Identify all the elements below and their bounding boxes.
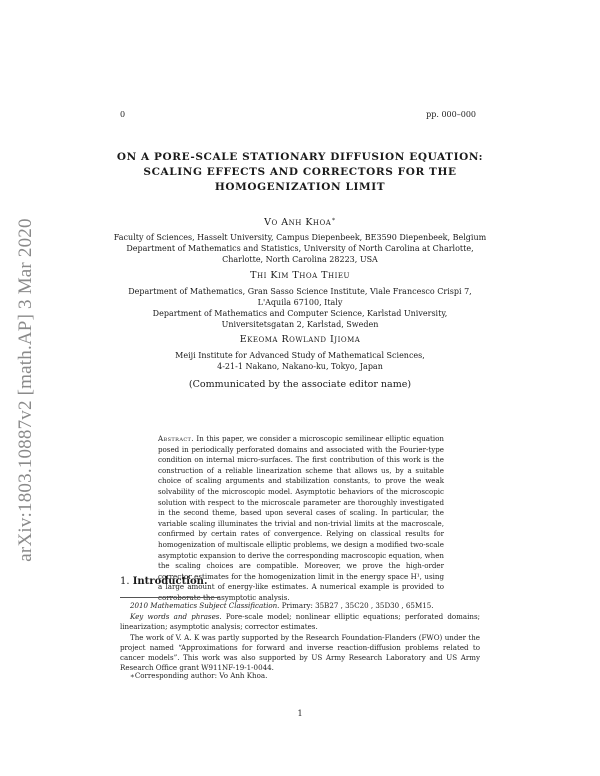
abstract-label: Abstract. — [158, 434, 194, 443]
keywords-label: Key words and phrases. — [130, 612, 222, 621]
aff-line: Faculty of Sciences, Hasselt University, Campus Diepenbeek, BE3590 Diepenbeek, Belgium — [113, 233, 487, 242]
keywords-text: Pore-scale model; nonlinear elliptic equations; perforated domains; linearization; asymptotic analysis; corrector estimates. — [120, 612, 480, 631]
aff-line: Meiji Institute for Advanced Study of Mathematical Sciences, — [175, 351, 425, 360]
author-2-name: Thi Kim Thoa Thieu — [250, 270, 350, 281]
footnote-corresponding: ∗Corresponding author: Vo Anh Khoa. — [130, 671, 268, 680]
msc-text: Primary: 35B27 , 35C20 , 35D30 , 65M15. — [281, 601, 434, 610]
aff-line: Department of Mathematics and Statistics, University of North Carolina at Charlotte, — [126, 244, 474, 253]
footnote-rule — [120, 597, 220, 598]
author-3-name: Ekeoma Rowland Ijioma — [239, 334, 361, 345]
title-line-1: ON A PORE-SCALE STATIONARY DIFFUSION EQUATION: — [116, 151, 484, 163]
paper-title — [0, 150, 600, 195]
title-line-3: HOMOGENIZATION LIMIT — [214, 181, 386, 193]
header-left-number: 0 — [120, 110, 126, 119]
corresponding-marker: ∗ — [331, 216, 336, 223]
abstract-text: In this paper, we consider a microscopic semilinear elliptic equation posed in periodically perforated domains and associated with the Fourier-type condition on internal micro-surfaces. The first contribution of this work is the construction of a reliable linearization scheme that allows us, by a suitable choice of scaling arguments and stabilization constants, to prove the weak solvability of the microscopic model. Asymptotic behaviors of the microscopic solution with respect to the microscale parameter are thoroughly investigated in the second theme, based upon several cases of scaling. In particular, the variable scaling illuminates the trivial and non-trivial limits at the macroscale, confirmed by certain rates of convergence. Relying on classical results for homogenization of multiscale elliptic problems, we design a modified two-scale asymptotic expansion to derive the corresponding macroscopic equation, when the scaling choices are compatible. Moreover, we prove the high-order corrector estimates for the homogenization limit in the energy space H¹, using a large amount of energy-like estimates. A numerical example is provided to corroborate the asymptotic analysis. — [158, 434, 444, 602]
section-title: Introduction. — [132, 576, 208, 587]
aff-line: L'Aquila 67100, Italy — [257, 298, 343, 307]
aff-line: 4-21-1 Nakano, Nakano-ku, Tokyo, Japan — [217, 362, 383, 371]
title-line-2: SCALING EFFECTS AND CORRECTORS FOR THE — [143, 166, 457, 178]
section-number: 1. — [120, 576, 130, 587]
footnote-funding: The work of V. A. K was partly supported by the Research Foundation-Flanders (FWO) under the project named “Approximations for forward and inverse reaction-diffusion problems related to cancer models”. This work was also supported by US Army Research Laboratory and US Army Research Office grant W911NF-19-1-0044. — [120, 633, 480, 672]
aff-line: Department of Mathematics and Computer Science, Karlstad University, — [152, 309, 448, 318]
aff-line: Department of Mathematics, Gran Sasso Science Institute, Viale Francesco Crispi 7, — [128, 287, 472, 296]
communicated-by: (Communicated by the associate editor name) — [188, 379, 412, 390]
author-1-affiliation — [0, 232, 600, 265]
msc-label: 2010 Mathematics Subject Classification. — [130, 601, 280, 610]
author-2-affiliation — [0, 286, 600, 330]
aff-line: Universitetsgatan 2, Karlstad, Sweden — [221, 320, 379, 329]
author-1 — [0, 216, 600, 228]
header-page-range: pp. 000–000 — [426, 110, 476, 119]
author-1-name: Vo Anh Khoa — [264, 217, 332, 229]
page-number: 1 — [297, 709, 303, 718]
author-3-affiliation — [0, 350, 600, 372]
arxiv-identifier-stamp: arXiv:1803.10887v2 [math.AP] 3 Mar 2020 — [15, 218, 36, 562]
footnote-keywords — [120, 612, 480, 632]
aff-line: Charlotte, North Carolina 28223, USA — [222, 255, 378, 264]
footnote-msc — [120, 601, 480, 611]
section-heading — [120, 576, 207, 587]
